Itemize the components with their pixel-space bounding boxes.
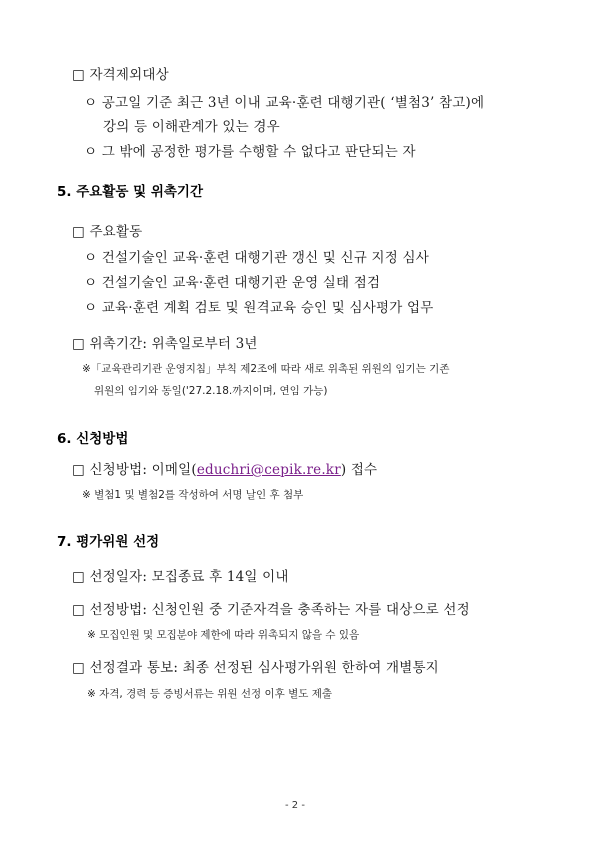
exclusion-item-1: ㅇ 공고일 기준 최근 3년 이내 교육·훈련 대행기관( ‘별첨3’ 참고)에 [84,95,485,111]
application-method-suffix: ) 접수 [340,462,378,478]
section-7-title: 7. 평가위원 선정 [57,534,160,550]
section-5-title: 5. 주요활동 및 위촉기간 [57,184,203,200]
section-6-title: 6. 신청방법 [57,431,129,447]
exclusion-heading: □ 자격제외대상 [72,67,169,83]
exclusion-item-1-cont: 강의 등 이해관계가 있는 경우 [103,119,280,135]
activity-item-2: ㅇ 건설기술인 교육·훈련 대행기관 운영 실태 점검 [84,275,381,291]
selection-method-note: ※ 모집인원 및 모집분야 제한에 따라 위촉되지 않을 수 있음 [87,629,360,641]
selection-method: □ 선정방법: 신청인원 중 기준자격을 충족하는 자를 대상으로 선정 [72,602,470,618]
selection-result: □ 선정결과 통보: 최종 선정된 심사평가위원 한하여 개별통지 [72,660,439,676]
activity-item-1: ㅇ 건설기술인 교육·훈련 대행기관 갱신 및 신규 지정 심사 [84,250,429,266]
email-link[interactable]: educhri@cepik.re.kr [196,462,341,478]
activities-heading: □ 주요활동 [72,224,143,240]
term-line: □ 위촉기간: 위촉일로부터 3년 [72,336,258,352]
application-method-line [72,458,377,478]
activity-item-3: ㅇ 교육·훈련 계획 검토 및 원격교육 승인 및 심사평가 업무 [84,300,434,316]
page-number: - 2 - [285,800,305,811]
selection-result-note: ※ 자격, 경력 등 증빙서류는 위원 선정 이후 별도 제출 [87,688,333,700]
selection-date: □ 선정일자: 모집종료 후 14일 이내 [72,569,289,585]
application-note: ※ 별첨1 및 별첨2를 작성하여 서명 날인 후 첨부 [82,489,304,501]
exclusion-item-2: ㅇ 그 밖에 공정한 평가를 수행할 수 없다고 판단되는 자 [84,144,416,160]
term-note-line-2: 위원의 임기와 동일('27.2.18.까지이며, 연임 가능) [94,385,328,397]
application-method-prefix: □ 신청방법: 이메일( [72,462,197,478]
term-note-line-1: ※「교육관리기관 운영지침」부칙 제2조에 따라 새로 위촉된 위원의 임기는 기존 [82,363,450,375]
